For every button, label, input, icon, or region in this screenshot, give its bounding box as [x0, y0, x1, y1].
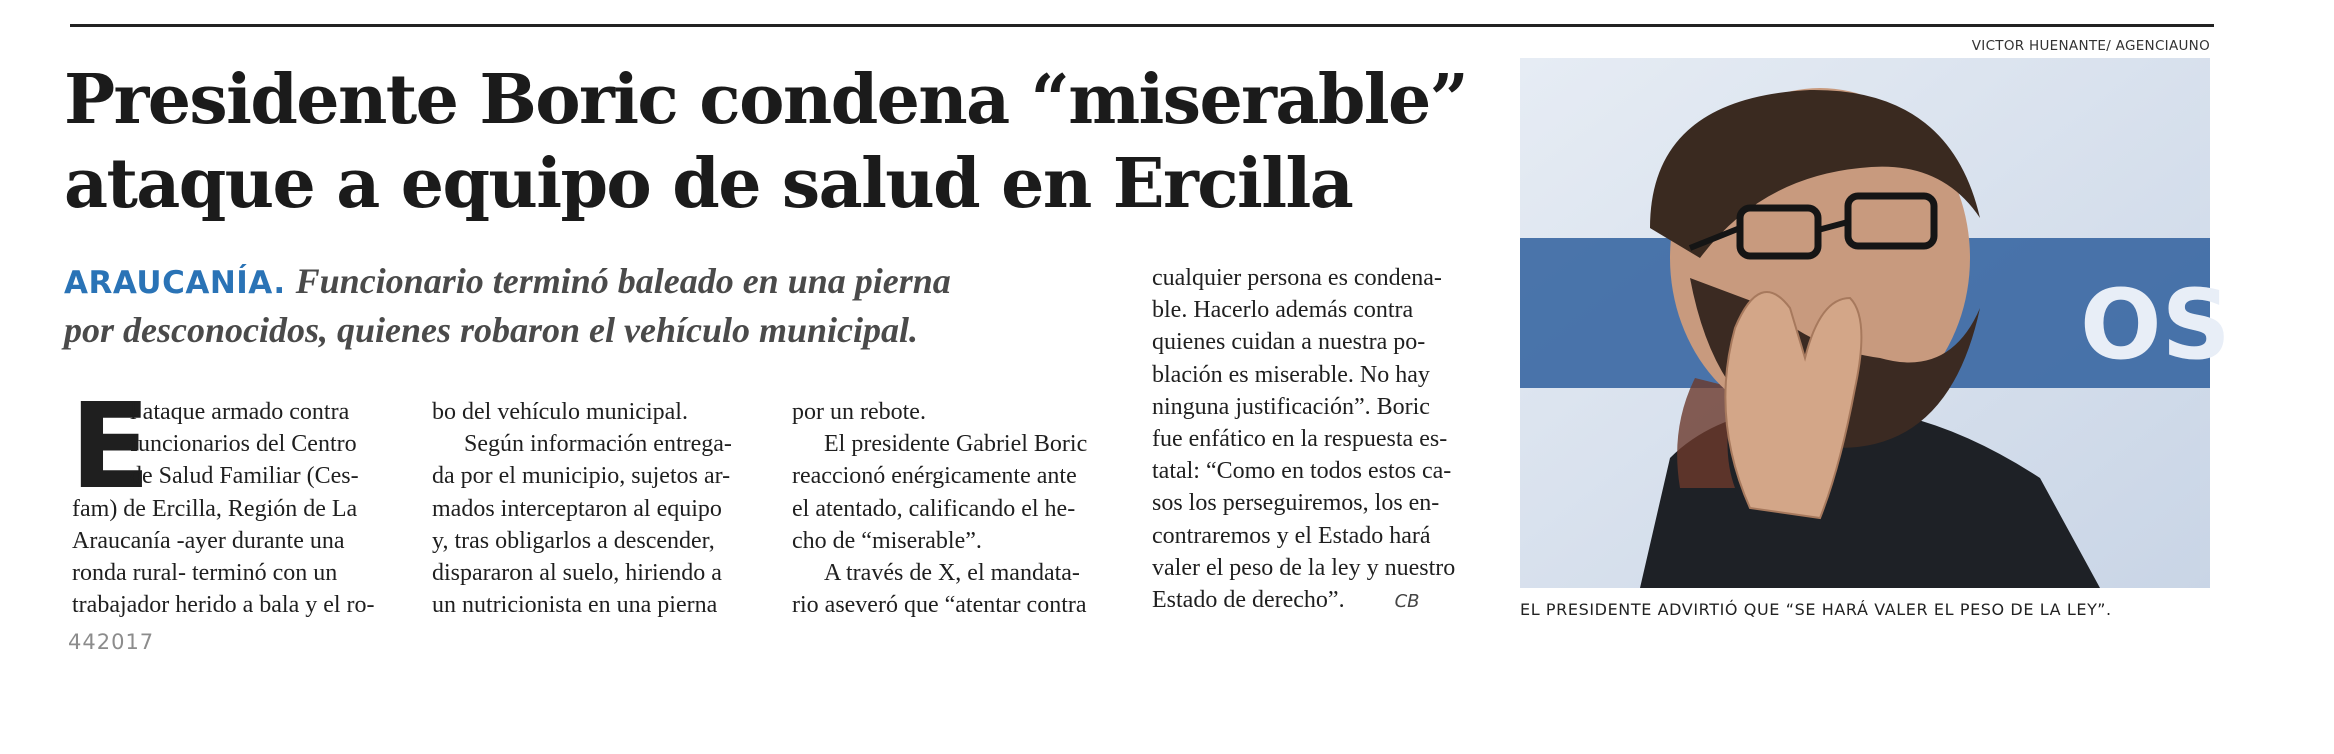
body-line: fam) de Ercilla, Región de La	[72, 495, 358, 522]
body-last-text: Estado de derecho”.	[1152, 587, 1345, 614]
top-rule	[70, 24, 2214, 27]
body-line: quienes cuidan a nuestra po-	[1152, 329, 1426, 356]
body-column-2	[432, 396, 758, 621]
headline	[64, 58, 1504, 226]
drop-cap: E	[70, 377, 151, 515]
body-line-last	[1152, 584, 1482, 618]
body-line: valer el peso de la ley y nuestro	[1152, 554, 1456, 581]
body-line: ble. Hacerlo además contra	[1152, 297, 1414, 324]
body-line: ninguna justificación”. Boric	[1152, 393, 1430, 420]
body-line: ronda rural- terminó con un	[72, 560, 338, 587]
deck-line-2: por desconocidos, quienes robaron el vehículo municipal.	[64, 310, 919, 350]
kicker-label: ARAUCANÍA.	[64, 265, 286, 301]
body-line: cualquier persona es condena-	[1152, 265, 1442, 291]
backdrop-letters: OS	[2080, 269, 2231, 381]
body-line: mados interceptaron al equipo	[432, 495, 722, 522]
body-line: A través de X, el mandata-	[824, 560, 1080, 587]
body-line: y, tras obligarlos a descender,	[432, 527, 715, 554]
body-line: l ataque armado contra	[130, 399, 350, 425]
deck-line-1	[64, 258, 1154, 307]
body-line: Según información entrega-	[464, 431, 732, 458]
deck	[64, 258, 1154, 354]
body-line: contraremos y el Estado hará	[1152, 522, 1431, 549]
body-line: blación es miserable. No hay	[1152, 361, 1430, 388]
body-line: dispararon al suelo, hiriendo a	[432, 560, 722, 587]
document-number: 442017	[68, 630, 155, 654]
deck-text-1: Funcionario terminó baleado en una pierna	[295, 261, 951, 301]
body-line: por un rebote.	[792, 399, 926, 425]
body-line: fue enfático en la respuesta es-	[1152, 426, 1448, 453]
body-line: rio aseveró que “atentar contra	[792, 592, 1087, 619]
body-line: reaccionó enérgicamente ante	[792, 463, 1077, 490]
body-line: cho de “miserable”.	[792, 527, 982, 554]
body-line: trabajador herido a bala y el ro-	[72, 592, 375, 619]
body-line: El presidente Gabriel Boric	[824, 431, 1088, 458]
body-line: Araucanía -ayer durante una	[72, 527, 345, 554]
body-line: bo del vehículo municipal.	[432, 399, 688, 425]
photo-caption: EL PRESIDENTE ADVIRTIÓ QUE “SE HARÁ VALER EL PESO DE LA LEY”.	[1520, 600, 2112, 619]
news-photo	[1520, 58, 2231, 588]
photo-illustration	[1520, 58, 2231, 588]
body-line: tatal: “Como en todos estos ca-	[1152, 458, 1452, 485]
end-mark: CB	[1394, 591, 1420, 613]
headline-line-2: ataque a equipo de salud en Ercilla	[64, 144, 1353, 224]
body-column-1	[70, 377, 398, 621]
body-line: un nutricionista en una pierna	[432, 592, 718, 619]
body-column-4	[1152, 262, 1482, 618]
photo-credit: VICTOR HUENANTE/ AGENCIAUNO	[1971, 38, 2210, 54]
body-line: de Salud Familiar (Ces-	[130, 463, 359, 490]
body-line: da por el municipio, sujetos ar-	[432, 463, 731, 490]
body-line: funcionarios del Centro	[130, 431, 357, 458]
body-line: sos los perseguiremos, los en-	[1152, 490, 1440, 517]
body-column-3	[792, 396, 1118, 621]
headline-line-1: Presidente Boric condena “miserable”	[64, 60, 1468, 140]
body-line: el atentado, calificando el he-	[792, 495, 1076, 522]
